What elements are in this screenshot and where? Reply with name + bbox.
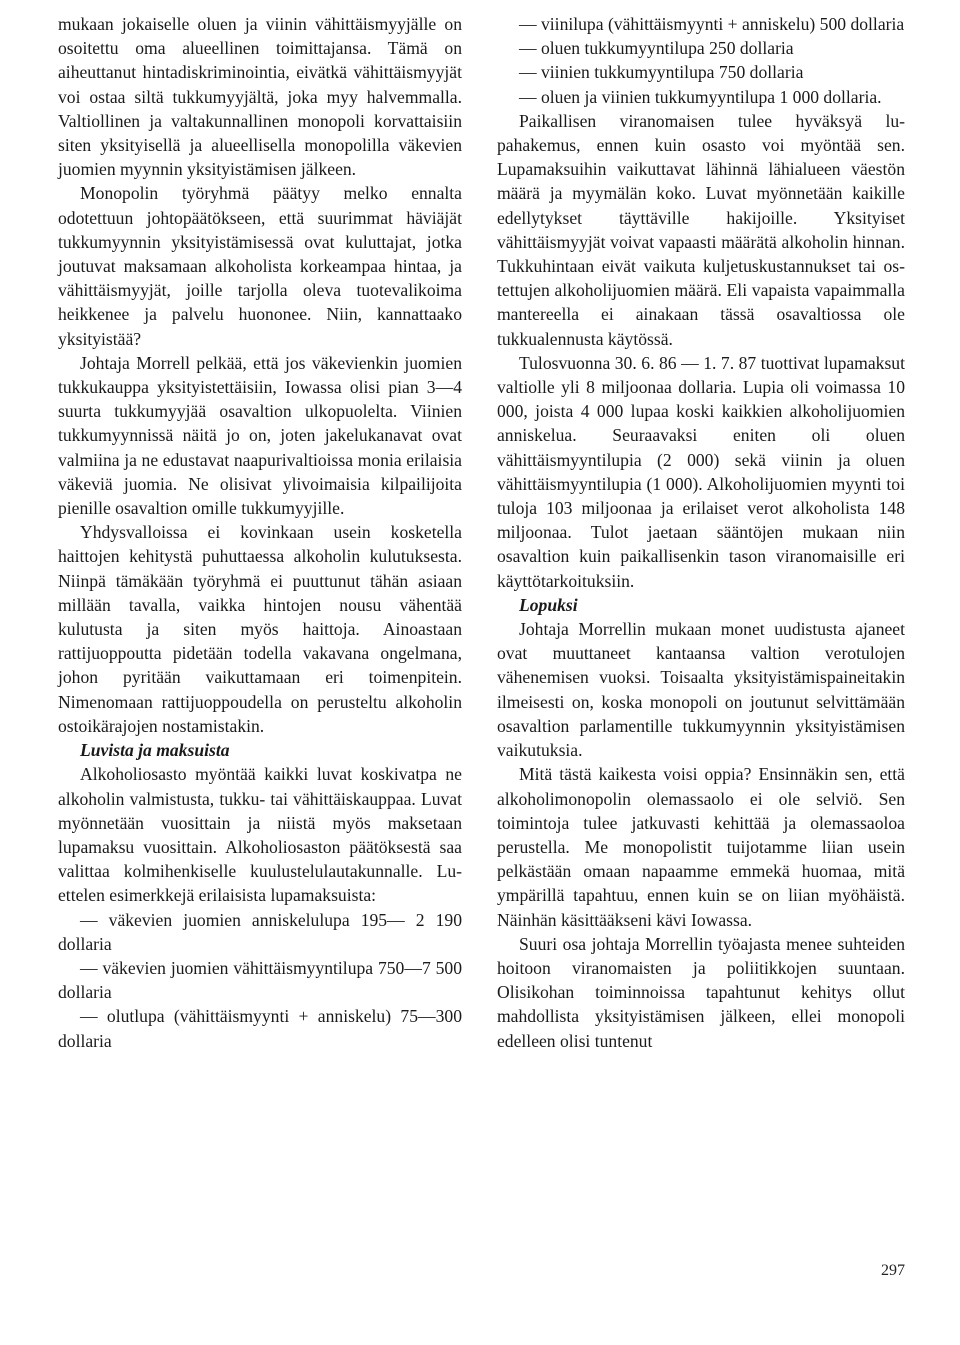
section-heading: Luvista ja maksuista bbox=[80, 740, 230, 761]
left-column bbox=[58, 12, 462, 1053]
list-item: — väkevien juomien vähittäismyyntilupa 750—7 500 dollaria bbox=[58, 957, 462, 1003]
paragraph: Johtaja Morrellin mukaan monet uudistusta ajaneet ovat muuttaneet kantaansa valtion verotulojen vähenemisen vuoksi. Toisaalta yksityistämispaineitakin ilmeisesti on, koska monopoli on joutunut selvittämään osavaltion parlamentille tukkumyynnin yksityistämisen vaikutuksia. bbox=[497, 619, 905, 761]
section-heading: Lopuksi bbox=[519, 594, 578, 615]
paragraph: Yhdysvalloissa ei kovinkaan usein kosketella haittojen kehitystä puhuttaessa alkoholin kulutuksesta. Niinpä tämäkään työryhmä ei puuttunut tähän asiaan millään tavalla, vaikka hintojen nousu vähentää kulutusta ja siten myös haittoja. Ainoastaan rattijuoppoutta pidetään todella vakavana ongelmana, johon pyritään vaikuttamaan eri toimenpitein. Nimenomaan rattijuoppoudella on perusteltu alkoholin ostoikärajojen nostamistakin. bbox=[58, 522, 462, 736]
list-item: — oluen ja viinien tukkumyyntilupa 1 000 dollaria. bbox=[519, 86, 882, 107]
list-item: — viinilupa (vähittäismyynti + anniskelu) 500 dollaria bbox=[519, 14, 905, 34]
paragraph: Johtaja Morrell pelkää, että jos väkevienkin juomien tukkukauppa yksityistettäisiin, Iowassa olisi pian 3—4 suurta tukkumyyjää osavaltion ulkopuolelta. Viinien tukkumyynnissä näitä jo on, joten jakelukanavat ovat valmiina ja ne edustavat naapurivaltioissa monia erilaisia väkeviä juomia. Ne olisivat ylivoimaisia kilpailijoita pienille osavaltion omille tukkumyyjille. bbox=[58, 352, 462, 519]
paragraph: Paikallisen viranomaisen tulee hyväksyä lupahakemus, ennen kuin osasto voi myöntää sen. Lupamaksuihin vaikuttavat lähinnä lähialueen väestön määrä ja myymälän koko. Luvat myönnetään kaikille edellytykset täyttäville hakijoille. Yksityiset vähittäismyyjät voivat vapaasti määrätä alkoholin hinnan. Tukkuhintaan eivät vaikuta kuljetuskustannukset tai ostettujen alkoholijuomien määrä. Eli vapaista vapaimmalla mantereella ei ainakaan tässä osavaltiossa ole tukkualennusta käytössä. bbox=[497, 110, 905, 349]
paragraph: mukaan jokaiselle oluen ja viinin vähittäismyyjälle on osoitettu oma alueellinen toimittajansa. Tämä on aiheuttanut hintadiskriminointia, eivätkä vähittäismyyjät voi ostaa siltä tukkumyyjältä, joka myy halvemmalla. Valtiollinen ja valtakunnallinen monopoli korvattaisiin siten yksityisellä ja alueellisella monopolilla väkevien juomien myynnin yksityistämisen jälkeen. bbox=[58, 14, 462, 180]
paragraph: Mitä tästä kaikesta voisi oppia? Ensinnäkin sen, että alkoholimonopolin olemassaolo ei ole selviö. Sen toimintoja tulee jatkuvasti kehittää ja olemassaoloa perustella. Me monopolistit tuijotamme liian usein pelkästään omaan napaamme emmekä huomaa, mitä ympärillä tapahtuu, ennen kuin se on liian myöhäistä. Näinhän käsittääkseni kävi Iowassa. bbox=[497, 764, 905, 930]
list-item: — olutlupa (vähittäismyynti + anniskelu) 75—300 dollaria bbox=[58, 1006, 462, 1051]
right-column bbox=[497, 12, 905, 1053]
list-item: — oluen tukkumyyntilupa 250 dollaria bbox=[519, 38, 794, 59]
paragraph: Suuri osa johtaja Morrellin työajasta menee suhteiden hoitoon viranomaisten ja poliitikkojen suuntaan. Olisikohan toiminnoissa tapahtunut kehitys ollut mahdollista yksityistämisen jälkeen, ellei monopoli edelleen olisi tuntenut bbox=[497, 933, 905, 1051]
page-number: 297 bbox=[881, 1262, 905, 1279]
paragraph: Tulosvuonna 30. 6. 86 — 1. 7. 87 tuottivat lupamaksut valtiolle yli 8 miljoonaa dollaria. Lupia oli voimassa 10 000, joista 4 000 lupaa koski kaikkien alkoholijuomien anniskelua. Seuraavaksi eniten oli oluen vähittäismyyntilupia (2 000) sekä viinin ja oluen vähittäismyyntilupia (1 000). Alkoholijuomien myynti toi tuloja 103 miljoonaa ja erilaiset verot alkoholista 148 miljoonaa. Tulot jaetaan sääntöjen mukaan niin osavaltion kuin paikallisenkin tason viranomaisille eri käyttötarkoituksiin. bbox=[497, 352, 905, 591]
list-item: — väkevien juomien anniskelulupa 195— 2 190 dollaria bbox=[58, 909, 462, 954]
list-item: — viinien tukkumyyntilupa 750 dollaria bbox=[519, 62, 804, 83]
paragraph: Monopolin työryhmä päätyy melko ennalta odotettuun johtopäätökseen, että suurimmat häviäjät tukkumyynnin yksityistämisessä ovat kuluttajat, jotka joutuvat maksamaan alkoholista korkeampaa hintaa, ja vähittäismyyjät, joille tarjolla oleva tuotevalikoima heikkenee ja palvelu huononee. Niin, kannattaako yksityistää? bbox=[58, 183, 462, 349]
paragraph: Alkoholiosasto myöntää kaikki luvat koskivatpa ne alkoholin valmistusta, tukku- tai vähittäiskauppaa. Luvat myönnetään vuosittain ja niistä myös maksetaan lupamaksu vuosittain. Alkoholiosaston päätöksestä saa valittaa kolmihenkiselle kuulustelulautakunnalle. Luettelen esimerkkejä erilaisista lupamaksuista: bbox=[58, 764, 462, 906]
